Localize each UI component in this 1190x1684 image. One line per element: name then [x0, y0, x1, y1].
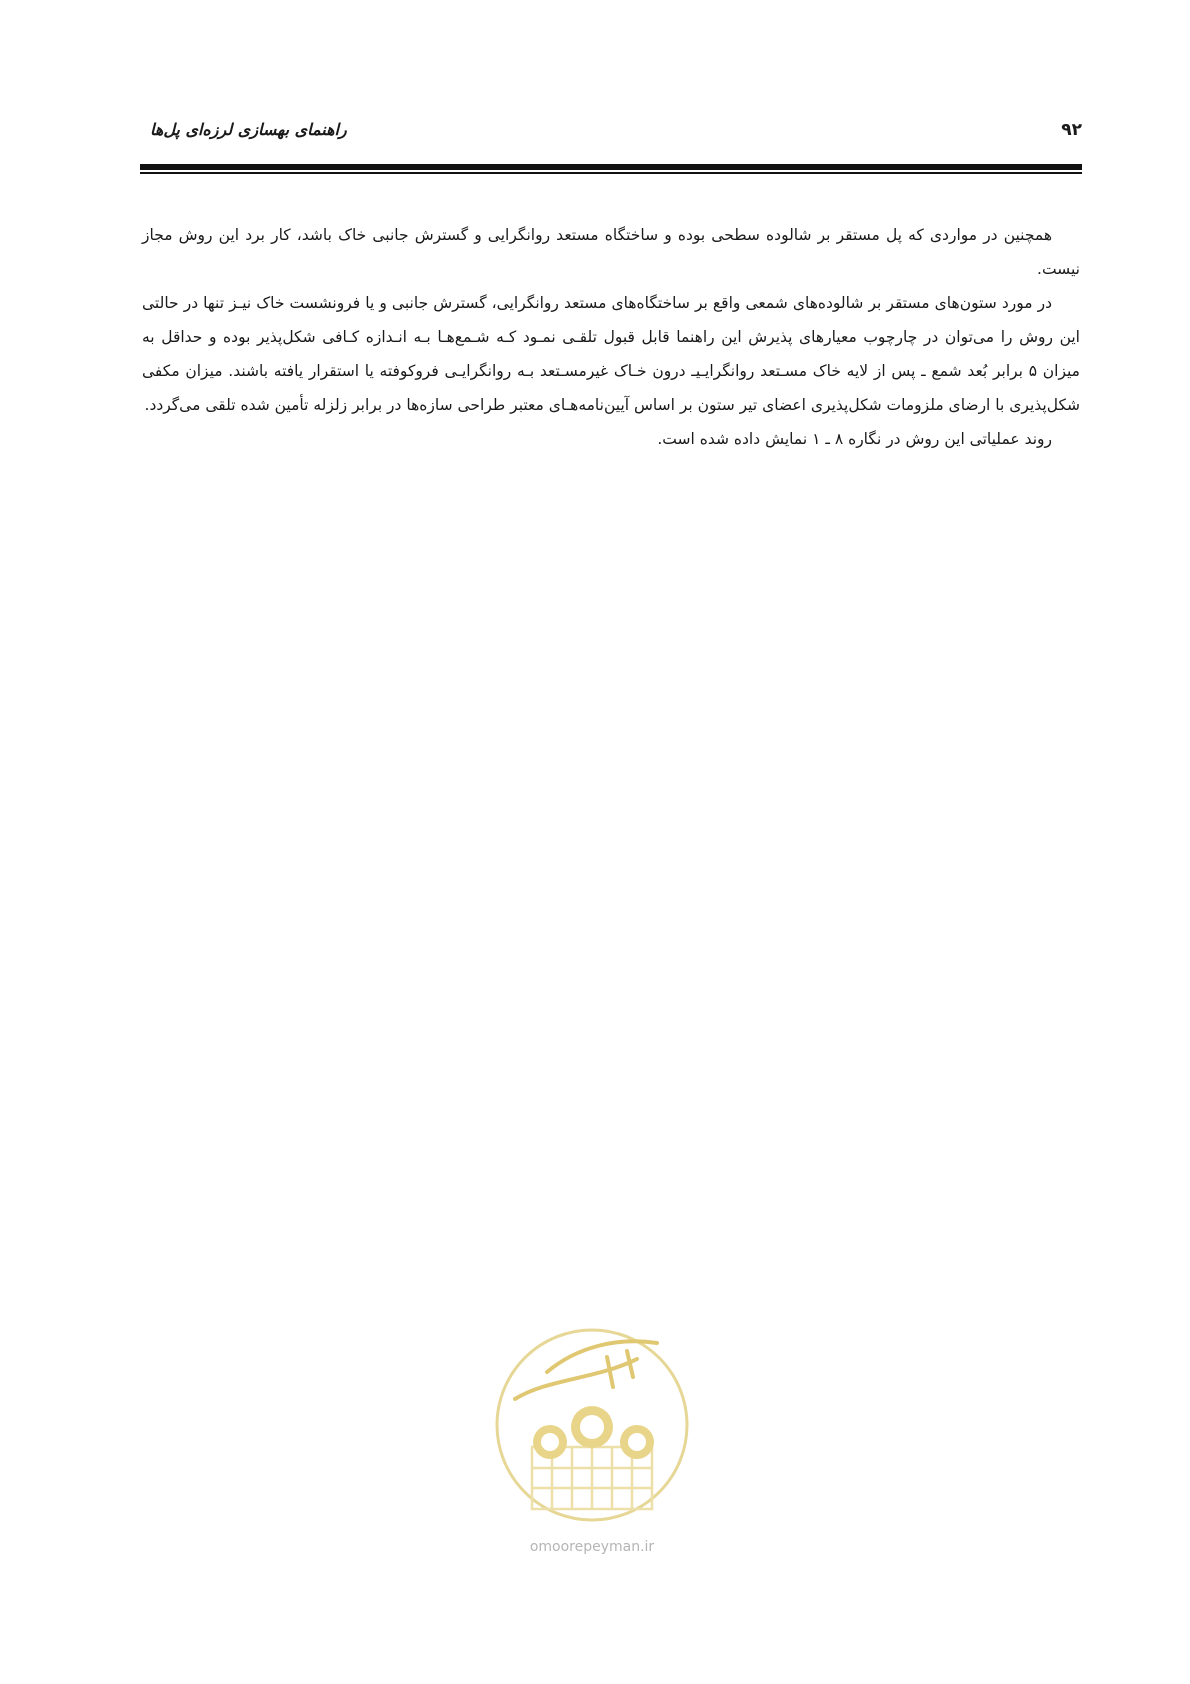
page-number: ۹۲ [1061, 120, 1082, 140]
paragraph-1: همچنین در مواردی که پل مستقر بر شالوده سطحی بوده و ساختگاه مستعد روانگرایی و گسترش جانبی خاک باشد، کار برد این روش مجاز نیست. [142, 226, 1080, 278]
page-header [140, 120, 1082, 156]
running-title: راهنمای بهسازی لرزه‌ای پل‌ها [150, 120, 347, 139]
header-rule [140, 164, 1082, 170]
watermark [487, 1317, 697, 1567]
watermark-logo-icon [487, 1317, 697, 1532]
watermark-url: omoorepeyman.ir [529, 1539, 655, 1555]
header-rule-thin [140, 172, 1082, 174]
paragraph-2: در مورد ستون‌های مستقر بر شالوده‌های شمعی واقع بر ساختگاه‌های مستعد روانگرایی، گسترش جانبی و یا فرونشست خاک نیـز تنها در حالتی این روش را می‌توان در چارچوب معیارهای پذیرش این راهنما قابل قبول تلقـی نمـود کـه شـمع‌هـا بـه انـدازه کـافی شکل‌پذیر بوده و حداقل به میزان ۵ برابر بُعد شمع ـ پس از لایه خاک مسـتعد روانگرایـیـ درون خـاک غیرمسـتعد بـه روانگرایـی فروکوفته یا استقرار یافته باشند. میزان مکفی شکل‌پذیری با ارضای ملزومات شکل‌پذیری اعضای تیر ستون بر اساس آیین‌نامه‌هـای معتبر طراحی سازه‌ها در برابر زلزله تأمین شده تلقی می‌گردد. [142, 294, 1080, 414]
body-text [142, 218, 1080, 456]
paragraph-3: روند عملیاتی این روش در نگاره ۸ ـ ۱ نمایش داده شده است. [657, 430, 1052, 448]
